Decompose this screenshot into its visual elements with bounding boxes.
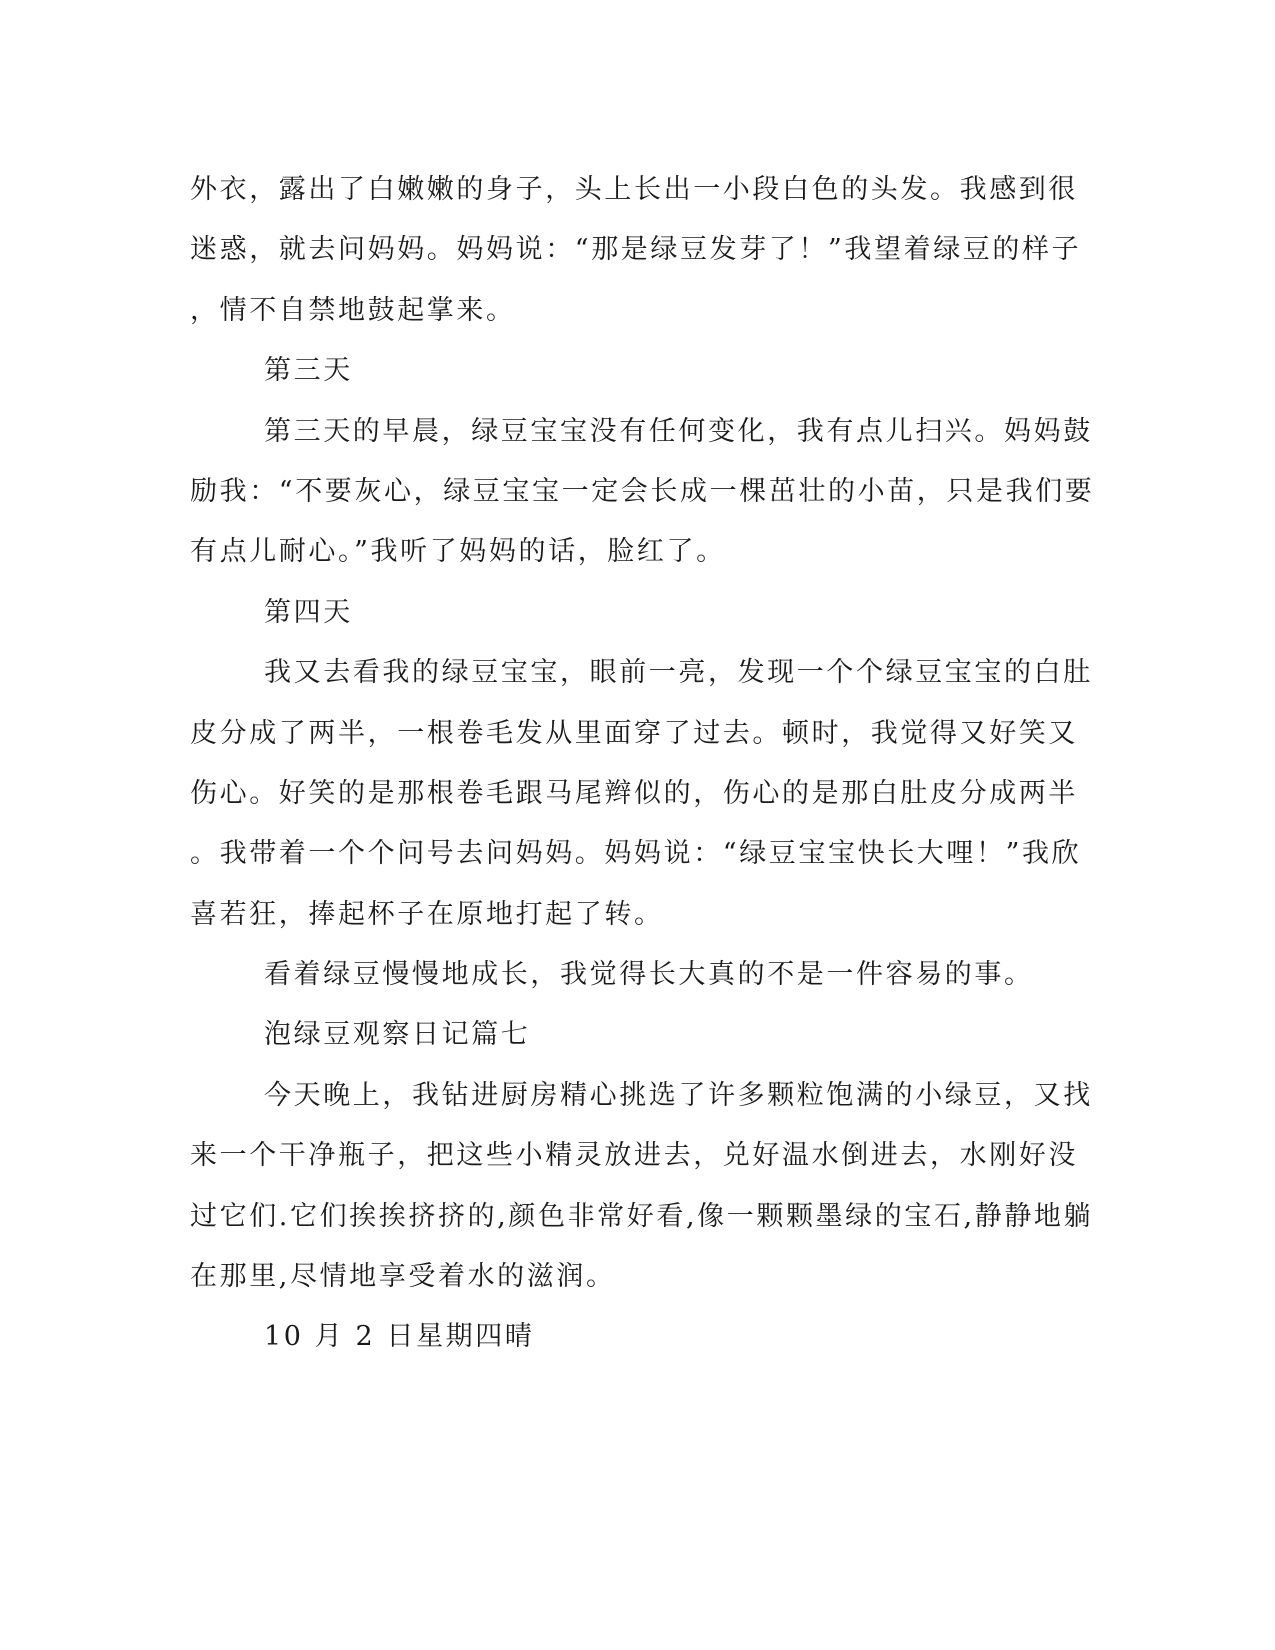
text-line: 喜若狂，捧起杯子在原地打起了转。 [190, 898, 664, 930]
text-line: 皮分成了两半，一根卷毛发从里面穿了过去。顿时，我觉得又好笑又 [190, 717, 1078, 749]
text-line: 来一个干净瓶子，把这些小精灵放进去，兑好温水倒进去，水刚好没 [190, 1140, 1078, 1172]
text-line: 我又去看我的绿豆宝宝，眼前一亮，发现一个个绿豆宝宝的白肚 [264, 657, 1093, 689]
text-line: 。我带着一个个问号去问妈妈。妈妈说：“绿豆宝宝快长大哩！”我欣 [190, 838, 1082, 870]
section-heading: 第四天 [264, 596, 353, 628]
date-line: 10 月 2 日星期四晴 [264, 1321, 535, 1353]
text-line: ，情不自禁地鼓起掌来。 [190, 294, 516, 326]
section-heading: 第三天 [264, 355, 353, 387]
text-line: 看着绿豆慢慢地成长，我觉得长大真的不是一件容易的事。 [264, 959, 1034, 991]
text-line: 有点儿耐心。”我听了妈妈的话，脸红了。 [190, 536, 726, 568]
text-line: 外衣，露出了白嫩嫩的身子，头上长出一小段白色的头发。我感到很 [190, 174, 1078, 205]
text-line: 今天晚上，我钻进厨房精心挑选了许多颗粒饱满的小绿豆，又找 [264, 1079, 1093, 1111]
text-line: 第三天的早晨，绿豆宝宝没有任何变化，我有点儿扫兴。妈妈鼓 [264, 415, 1093, 447]
text-line: 励我：“不要灰心，绿豆宝宝一定会长成一棵茁壮的小苗，只是我们要 [190, 475, 1095, 507]
section-heading: 泡绿豆观察日记篇七 [264, 1019, 531, 1051]
text-line: 迷惑，就去问妈妈。妈妈说：“那是绿豆发芽了！”我望着绿豆的样子 [190, 234, 1082, 266]
text-line: 过它们.它们挨挨挤挤的,颜色非常好看,像一颗颗墨绿的宝石,静静地躺 [190, 1200, 1094, 1232]
text-line: 在那里,尽情地享受着水的滋润。 [190, 1261, 616, 1293]
body-text [190, 160, 1095, 1368]
text-line: 伤心。好笑的是那根卷毛跟马尾辫似的，伤心的是那白肚皮分成两半 [190, 777, 1078, 809]
